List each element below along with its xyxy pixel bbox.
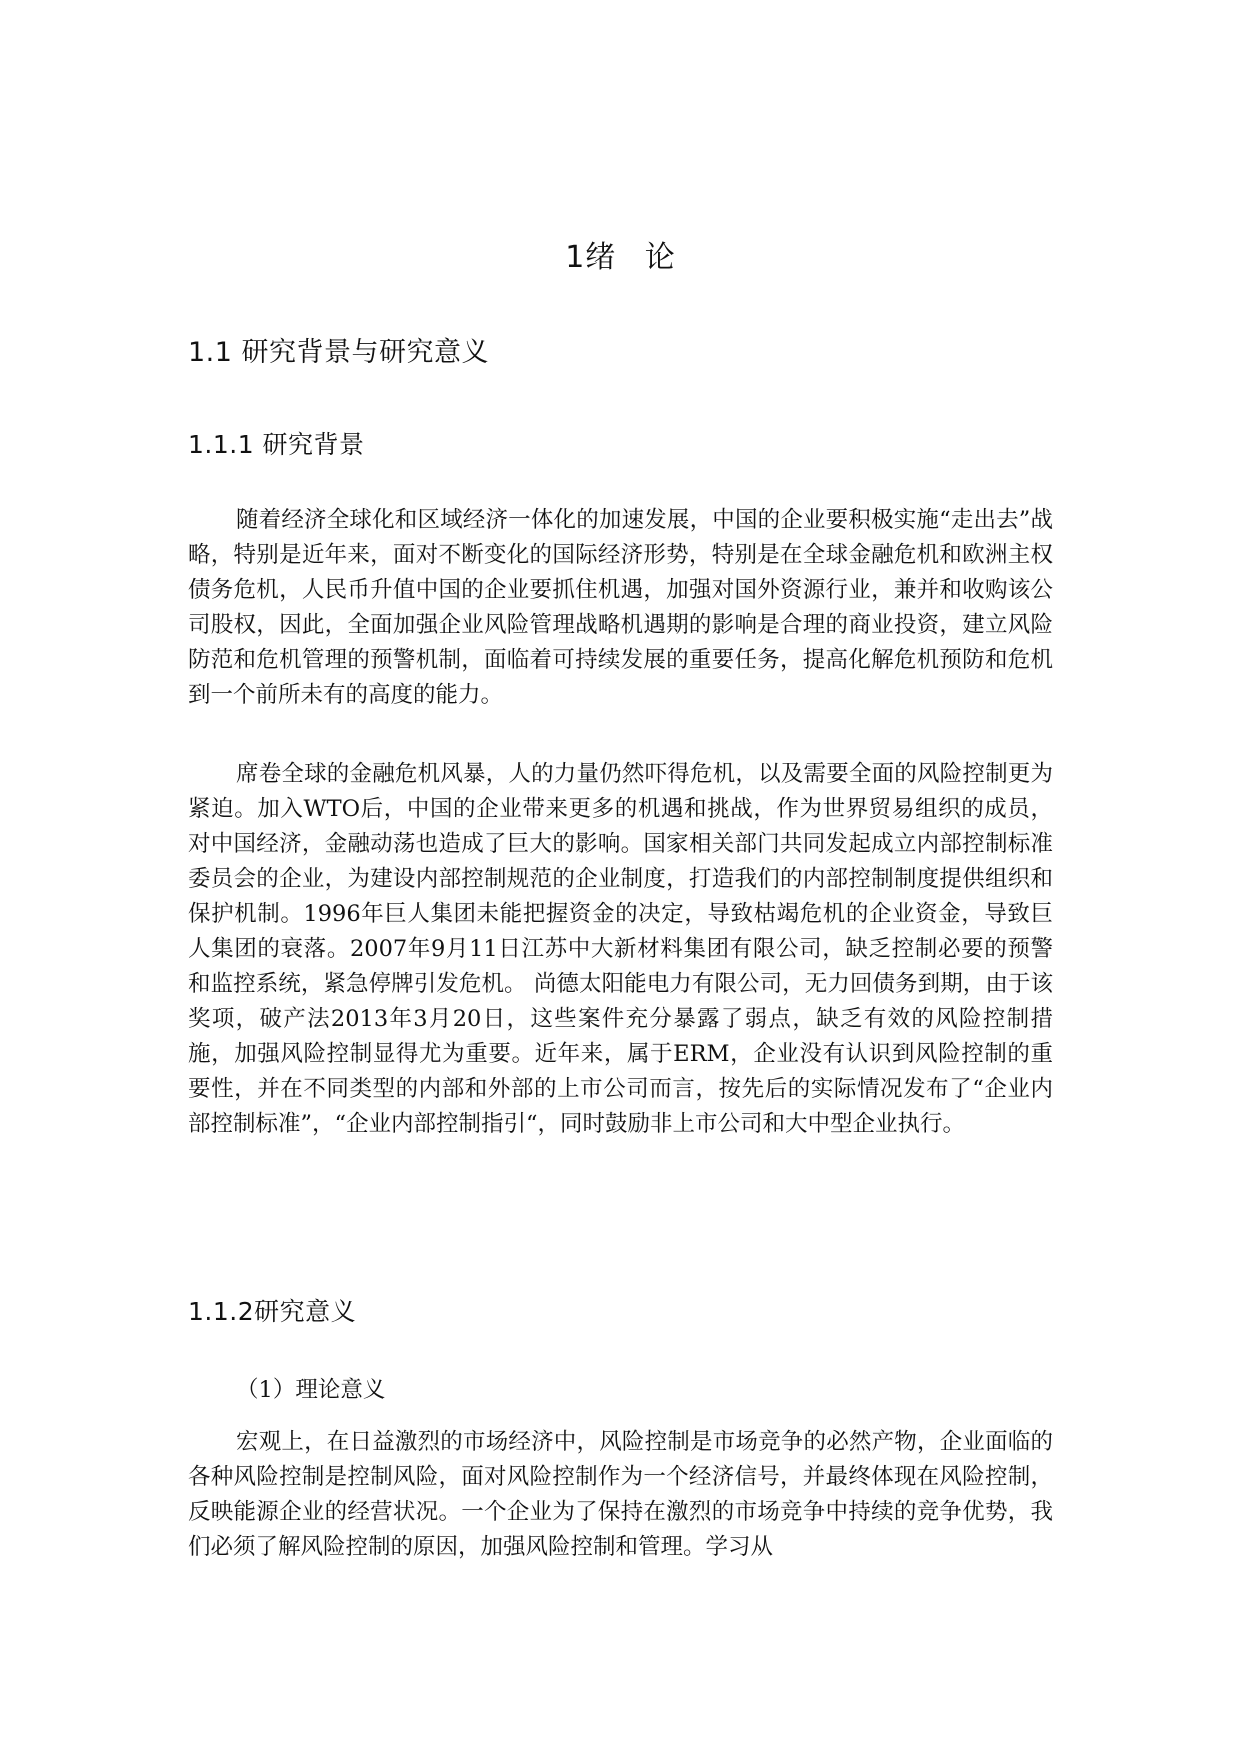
background-paragraph-2: 席卷全球的金融危机风暴，人的力量仍然吓得危机，以及需要全面的风险控制更为紧迫。加入WTO后，中国的企业带来更多的机遇和挑战，作为世界贸易组织的成员，对中国经济，金融动荡也造成了巨大的影响。国家相关部门共同发起成立内部控制标准委员会的企业，为建设内部控制规范的企业制度，打造我们的内部控制制度提供组织和保护机制。1996年巨人集团未能把握资金的决定，导致枯竭危机的企业资金，导致巨人集团的衰落。2007年9月11日江苏中大新材料集团有限公司，缺乏控制必要的预警和监控系统，紧急停牌引发危机。 尚德太阳能电力有限公司，无力回债务到期，由于该奖项，破产法2013年3月20日，这些案件充分暴露了弱点，缺乏有效的风险控制措施，加强风险控制显得尤为重要。近年来，属于ERM，企业没有认识到风险控制的重要性，并在不同类型的内部和外部的上市公司而言，按先后的实际情况发布了“企业内部控制标准”，“企业内部控制指引“，同时鼓励非上市公司和大中型企业执行。 bbox=[188, 761, 1053, 1137]
theory-significance-heading: （1）理论意义 bbox=[236, 1377, 386, 1403]
significance-paragraph-1: 宏观上，在日益激烈的市场经济中，风险控制是市场竞争的必然产物，企业面临的各种风险控制是控制风险，面对风险控制作为一个经济信号，并最终体现在风险控制，反映能源企业的经营状况。一个企业为了保持在激烈的市场竞争中持续的竞争优势，我们必须了解风险控制的原因，加强风险控制和管理。学习从 bbox=[188, 1429, 1053, 1560]
background-paragraph-1: 随着经济全球化和区域经济一体化的加速发展，中国的企业要积极实施“走出去”战略，特别是近年来，面对不断变化的国际经济形势，特别是在全球金融危机和欧洲主权债务危机，人民币升值中国的企业要抓住机遇，加强对国外资源行业，兼并和收购该公司股权，因此，全面加强企业风险管理战略机遇期的影响是合理的商业投资，建立风险防范和危机管理的预警机制，面临着可持续发展的重要任务，提高化解危机预防和危机到一个前所未有的高度的能力。 bbox=[188, 507, 1053, 708]
section-heading-1-1-1: 1.1.1 研究背景 bbox=[188, 430, 365, 459]
chapter-title: 1绪 论 bbox=[565, 240, 676, 275]
section-heading-1-1-2: 1.1.2研究意义 bbox=[188, 1297, 357, 1326]
section-heading-1-1: 1.1 研究背景与研究意义 bbox=[188, 337, 490, 368]
